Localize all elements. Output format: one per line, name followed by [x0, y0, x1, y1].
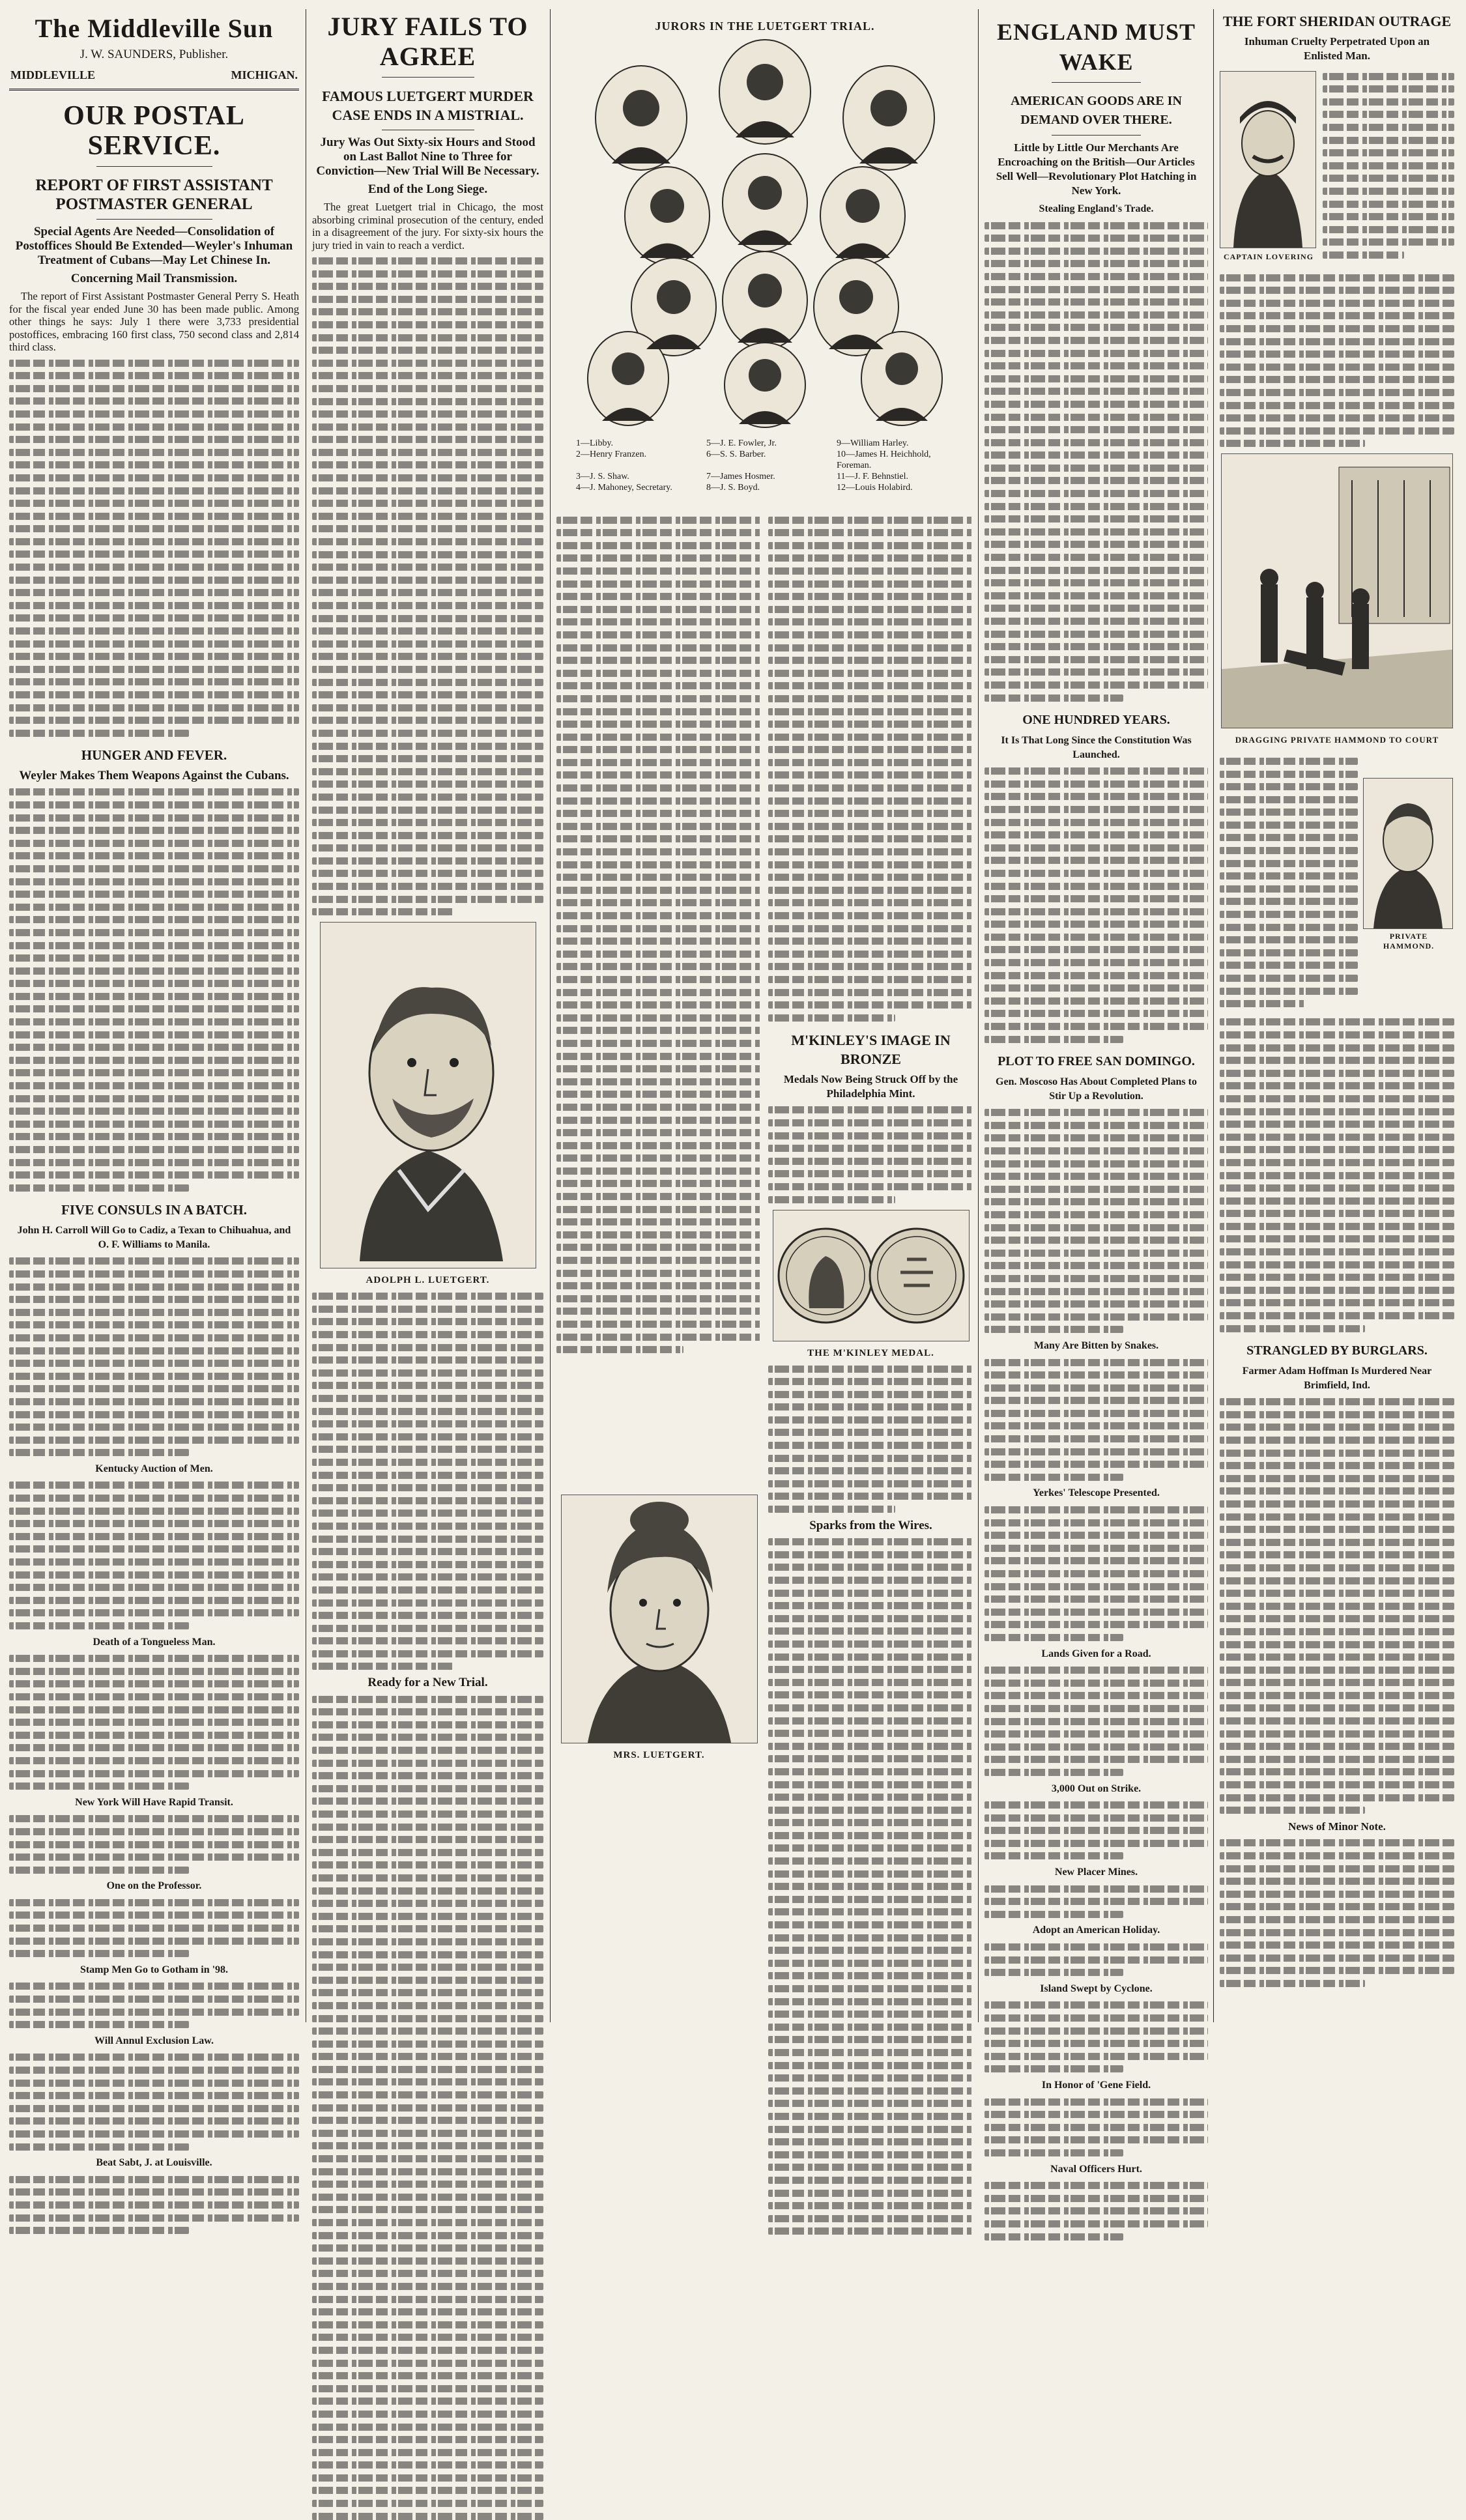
- juror-legend-item: 9—William Harley.: [837, 438, 909, 448]
- jurors-legend: [576, 438, 954, 493]
- headline-postal: OUR POSTAL SERVICE.: [63, 101, 245, 161]
- text-block: [556, 517, 762, 1354]
- section-snakes: Many Are Bitten by Snakes.: [1033, 1339, 1159, 1351]
- section-sparks: Sparks from the Wires.: [809, 1518, 932, 1532]
- deck-burglars: Farmer Adam Hoffman Is Murdered Near Brimfield, Ind.: [1242, 1365, 1432, 1391]
- masthead-state: MICHIGAN.: [231, 68, 298, 81]
- section-exclusion: Will Annul Exclusion Law.: [94, 2035, 214, 2046]
- text-block: [768, 1106, 973, 1203]
- column-mckinley: [768, 511, 973, 2022]
- mrs-luetgert-portrait: [561, 1495, 758, 1743]
- headline-hunger: HUNGER AND FEVER.: [81, 747, 227, 763]
- masthead-publisher: J. W. SAUNDERS, Publisher.: [79, 48, 229, 61]
- section-auction: Kentucky Auction of Men.: [95, 1463, 213, 1474]
- deck-england: Little by Little Our Merchants Are Encroaching on the British—Our Articles Sell Well—Revolutionary Plot Hatching in New York.: [996, 141, 1197, 197]
- article-text: The report of First Assistant Postmaster General Perry S. Heath for the fiscal year ended June 30 has been made public. Among other things he says: July 1 there were 3,733 presidential postoffices, embracing 160 first class, 750 second class and 2,814 third class.: [9, 290, 299, 354]
- mckinley-medal-illustration: [773, 1210, 970, 1341]
- text-block: [9, 788, 299, 1191]
- juror-legend-item: 2—Henry Franzen.: [576, 450, 647, 459]
- text-block: [9, 2054, 299, 2150]
- deck-plot: Gen. Moscoso Has About Completed Plans to Stir Up a Revolution.: [996, 1076, 1197, 1102]
- section-road: Lands Given for a Road.: [1041, 1648, 1151, 1659]
- deck-years: It Is That Long Since the Constitution Was Launched.: [1001, 734, 1192, 760]
- text-block: [312, 1696, 543, 2520]
- column-rule: [550, 9, 551, 2022]
- section-holiday: Adopt an American Holiday.: [1032, 1925, 1160, 1936]
- column-fort-sheridan: [1220, 9, 1454, 2022]
- jurors-illustration: [556, 40, 973, 431]
- deck-hunger: Weyler Makes Them Weapons Against the Cubans.: [19, 768, 289, 782]
- juror-legend-item: 5—J. E. Fowler, Jr.: [706, 438, 777, 448]
- text-block: [985, 2182, 1208, 2240]
- text-block: [9, 360, 299, 737]
- text-block: [985, 1801, 1208, 1859]
- headline-minor-news: News of Minor Note.: [1288, 1820, 1386, 1833]
- text-block: [985, 2001, 1208, 2072]
- section-placer: New Placer Mines.: [1054, 1867, 1138, 1878]
- section-mail: Concerning Mail Transmission.: [70, 272, 238, 285]
- section-field: In Honor of 'Gene Field.: [1041, 2079, 1151, 2091]
- text-block: [9, 1983, 299, 2028]
- section-strike: 3,000 Out on Strike.: [1051, 1783, 1142, 1794]
- headline-mckinley: M'KINLEY'S IMAGE IN BRONZE: [791, 1031, 951, 1067]
- juror-legend-item: 12—Louis Holabird.: [837, 483, 913, 493]
- column-rule: [1213, 9, 1214, 2022]
- section-naval: Naval Officers Hurt.: [1050, 2163, 1142, 2175]
- text-block: [1220, 1018, 1454, 1332]
- caption-luetgert: ADOLPH L. LUETGERT.: [366, 1275, 490, 1286]
- text-block: [985, 222, 1208, 702]
- text-block: [9, 1815, 299, 1873]
- section-professor: One on the Professor.: [106, 1880, 202, 1892]
- caption-captain: CAPTAIN LOVERING: [1223, 252, 1314, 261]
- text-block: [9, 1655, 299, 1790]
- text-block: [1323, 67, 1454, 268]
- text-block: [768, 517, 973, 1022]
- section-trade: Stealing England's Trade.: [1039, 203, 1154, 214]
- caption-medal: THE M'KINLEY MEDAL.: [807, 1347, 934, 1358]
- column-postal-service: [9, 9, 299, 2169]
- juror-legend-item: 6—S. S. Barber.: [706, 450, 766, 459]
- section-new-trial: Ready for a New Trial.: [367, 1676, 488, 1690]
- section-transit: New York Will Have Rapid Transit.: [75, 1796, 233, 1808]
- text-block: [1220, 1398, 1454, 1814]
- text-block: [985, 1109, 1208, 1333]
- juror-legend-item: 11—J. F. Behnstiel.: [837, 472, 908, 481]
- subhead-postal: REPORT OF FIRST ASSISTANT POSTMASTER GENERAL: [35, 177, 273, 213]
- section-tongueless: Death of a Tongueless Man.: [93, 1636, 216, 1648]
- masthead-placeline: [9, 66, 299, 91]
- text-block: [768, 1366, 973, 1513]
- article-text: The great Luetgert trial in Chicago, the most absorbing criminal prosecution of the century, ended in a disagreement of the jury. For sixty-six hours the jury tried in vain to reach a verdict.: [312, 201, 543, 251]
- headline-consuls: FIVE CONSULS IN A BATCH.: [61, 1201, 247, 1218]
- captain-lovering-portrait: [1220, 71, 1316, 248]
- section-stamp: Stamp Men Go to Gotham in '98.: [79, 1964, 229, 1975]
- text-block: [985, 1506, 1208, 1641]
- subhead-jury: FAMOUS LUETGERT MURDER CASE ENDS IN A MISTRIAL.: [322, 88, 534, 123]
- column-england: [985, 9, 1208, 2175]
- text-block: [985, 2098, 1208, 2156]
- luetgert-portrait: [320, 922, 536, 1268]
- private-hammond-portrait: [1363, 778, 1453, 929]
- jurors-feature: [556, 9, 973, 504]
- text-block: [312, 1293, 543, 1670]
- subhead-england: AMERICAN GOODS ARE IN DEMAND OVER THERE.: [1011, 94, 1182, 127]
- column-luetgert-jury: [312, 9, 543, 2022]
- juror-legend-item: 7—James Hosmer.: [706, 472, 775, 481]
- column-rule: [978, 9, 979, 2022]
- headline-years: ONE HUNDRED YEARS.: [1022, 712, 1170, 727]
- text-block: [985, 1943, 1208, 1976]
- headline-sheridan: THE FORT SHERIDAN OUTRAGE: [1222, 13, 1452, 29]
- juror-legend-item: 1—Libby.: [576, 438, 614, 448]
- juror-legend-item: 4—J. Mahoney, Secretary.: [576, 483, 672, 493]
- text-block: [9, 2176, 299, 2234]
- text-block: [9, 1257, 299, 1456]
- headline-england: ENGLAND MUST WAKE: [996, 19, 1196, 75]
- section-beat: Beat Sabt, J. at Louisville.: [96, 2157, 212, 2169]
- text-block: [9, 1899, 299, 1957]
- text-block: [985, 767, 1208, 1042]
- juror-legend-item: 10—James H. Heichhold, Foreman.: [837, 450, 931, 470]
- masthead-title: The Middleville Sun: [35, 14, 274, 43]
- section-telescope: Yerkes' Telescope Presented.: [1033, 1487, 1160, 1499]
- caption-dragging: DRAGGING PRIVATE HAMMOND TO COURT: [1235, 735, 1439, 745]
- text-block: [768, 1538, 973, 2235]
- text-block: [1220, 1839, 1454, 1987]
- text-block: [1220, 274, 1454, 448]
- juror-legend-item: 3—J. S. Shaw.: [576, 472, 629, 481]
- jurors-title: JURORS IN THE LUETGERT TRIAL.: [655, 20, 875, 33]
- caption-private: PRIVATE HAMMOND.: [1383, 932, 1435, 951]
- headline-burglars: STRANGLED BY BURGLARS.: [1246, 1343, 1428, 1358]
- deck-consuls: John H. Carroll Will Go to Cadiz, a Texan to Chihuahua, and O. F. Williams to Manila.: [17, 1224, 291, 1250]
- deck-jury: Jury Was Out Sixty-six Hours and Stood on Last Ballot Nine to Three for Conviction—New Trial Will Be Necessary.: [316, 136, 539, 178]
- text-block: [985, 1885, 1208, 1918]
- headline-jury: JURY FAILS TO AGREE: [327, 12, 528, 71]
- section-cyclone: Island Swept by Cyclone.: [1040, 1983, 1153, 1994]
- caption-mrs-luetgert: MRS. LUETGERT.: [613, 1750, 705, 1760]
- text-block: [312, 257, 543, 915]
- dragging-hammond-illustration: [1221, 453, 1453, 728]
- deck-postal: Special Agents Are Needed—Consolidation of Postoffices Should Be Extended—Weyler's Inhuman Treatment of Cubans—May Let Chinese In.: [15, 225, 293, 267]
- text-block: [985, 1359, 1208, 1481]
- text-block: [1220, 752, 1358, 1012]
- headline-plot: PLOT TO FREE SAN DOMINGO.: [998, 1053, 1195, 1068]
- masthead-place: MIDDLEVILLE: [10, 68, 96, 81]
- mrs-luetgert-figure: [556, 1488, 762, 2022]
- deck-sheridan: Inhuman Cruelty Perpetrated Upon an Enlisted Man.: [1244, 35, 1430, 62]
- newspaper-page: [9, 9, 1457, 2175]
- juror-legend-item: 8—J. S. Boyd.: [706, 483, 760, 493]
- text-block: [9, 1482, 299, 1629]
- deck-mckinley: Medals Now Being Struck Off by the Philadelphia Mint.: [783, 1072, 958, 1100]
- text-block: [985, 1667, 1208, 1776]
- section-siege: End of the Long Siege.: [367, 182, 488, 196]
